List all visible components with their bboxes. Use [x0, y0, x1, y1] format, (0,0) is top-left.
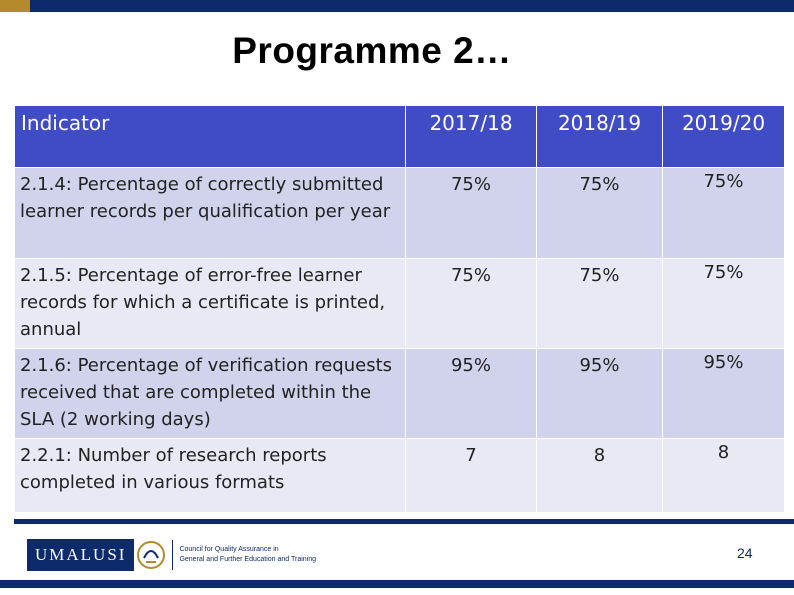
header-indicator: Indicator: [15, 106, 406, 168]
logo-tagline-line2: General and Further Education and Training: [179, 556, 317, 563]
bottom-separator: [0, 576, 794, 578]
indicator-table: [14, 105, 785, 513]
indicator-cell: 2.1.4: Percentage of correctly submitted learner records per qualification per year: [15, 168, 406, 259]
table-row: [15, 259, 785, 349]
logo-tagline-line1: Council for Quality Assurance in: [179, 546, 279, 553]
footer-divider: [14, 519, 794, 524]
logo-tagline: [179, 545, 316, 565]
value-cell: 75%: [663, 168, 785, 259]
table-header-row: [15, 106, 785, 168]
bottom-bar: [0, 580, 794, 588]
value-cell: 95%: [663, 349, 785, 439]
header-2017-18: 2017/18: [406, 106, 537, 168]
value-cell: 75%: [537, 259, 663, 349]
logo-wordmark: UMALUSI: [27, 539, 134, 571]
table-row: [15, 439, 785, 513]
slide-title-text: Programme 2…: [232, 30, 512, 71]
table-row: [15, 349, 785, 439]
umalusi-emblem-icon: [136, 538, 166, 572]
value-cell: 7: [406, 439, 537, 513]
table-row: [15, 168, 785, 259]
value-cell: 95%: [406, 349, 537, 439]
value-cell: 75%: [663, 259, 785, 349]
value-cell: 75%: [406, 168, 537, 259]
page-number: 24: [737, 545, 753, 561]
header-2019-20: 2019/20: [663, 106, 785, 168]
umalusi-logo: [27, 535, 317, 575]
indicator-cell: 2.2.1: Number of research reports completed in various formats: [15, 439, 406, 513]
top-bar-accent: [0, 0, 30, 12]
value-cell: 8: [537, 439, 663, 513]
value-cell: 75%: [406, 259, 537, 349]
top-bar: [0, 0, 794, 12]
value-cell: 95%: [537, 349, 663, 439]
header-2018-19: 2018/19: [537, 106, 663, 168]
value-cell: 8: [663, 439, 785, 513]
indicator-cell: 2.1.5: Percentage of error-free learner records for which a certificate is printed, annual: [15, 259, 406, 349]
logo-divider: [172, 540, 173, 570]
slide-title: [0, 30, 794, 72]
value-cell: 75%: [537, 168, 663, 259]
indicator-cell: 2.1.6: Percentage of verification requests received that are completed within the SLA (2 working days): [15, 349, 406, 439]
